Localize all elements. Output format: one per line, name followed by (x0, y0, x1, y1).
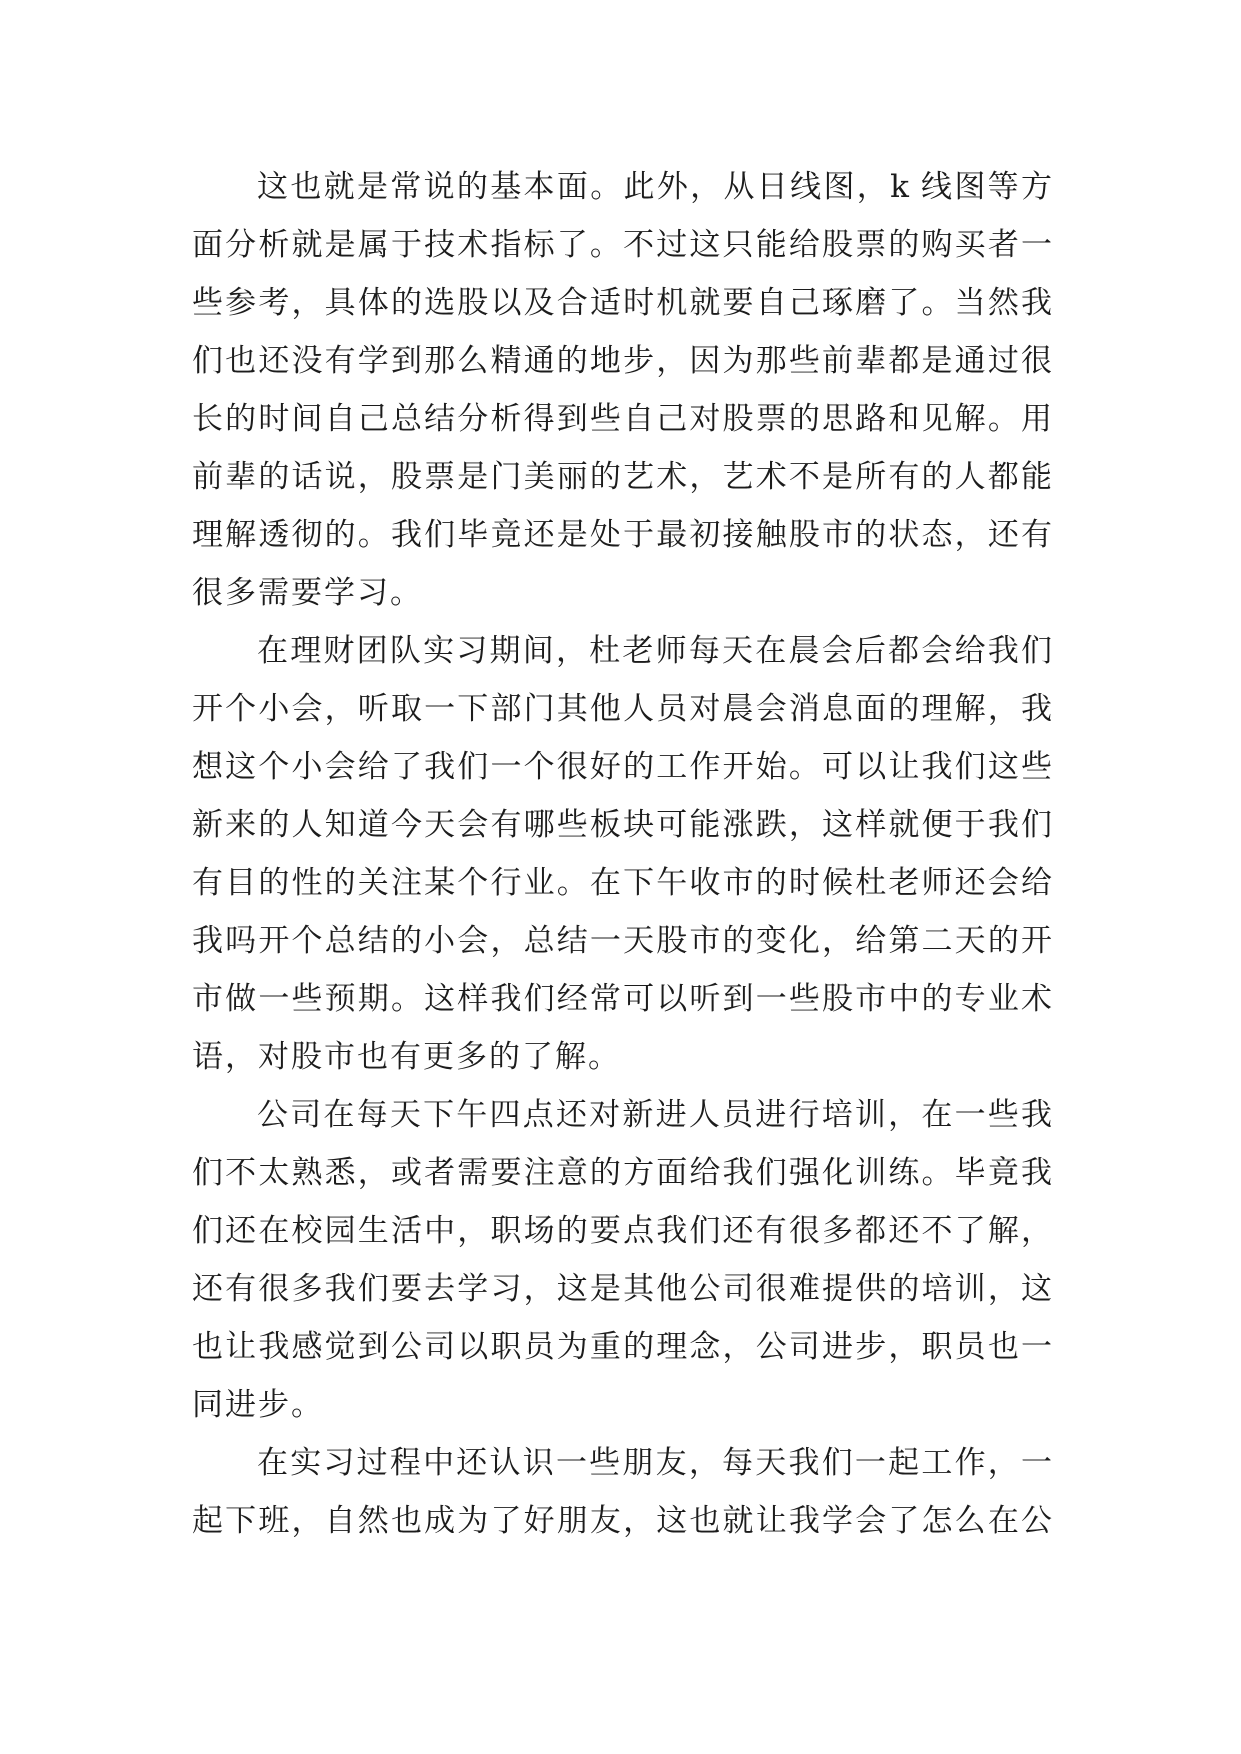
paragraph-2 (192, 622, 1052, 1086)
text-line: 还有很多我们要去学习，这是其他公司很难提供的培训，这 (192, 1271, 1052, 1307)
paragraph-4 (192, 1434, 1052, 1550)
text-line: 想这个小会给了我们一个很好的工作开始。可以让我们这些 (192, 749, 1052, 785)
text-line: 这也就是常说的基本面。此外，从日线图，k 线图等方 (257, 169, 1052, 205)
text-line: 开个小会，听取一下部门其他人员对晨会消息面的理解，我 (192, 691, 1052, 727)
text-line: 们还在校园生活中，职场的要点我们还有很多都还不了解， (192, 1213, 1052, 1249)
text-line: 长的时间自己总结分析得到些自己对股票的思路和见解。用 (192, 401, 1052, 437)
text-line: 有目的性的关注某个行业。在下午收市的时候杜老师还会给 (192, 865, 1052, 901)
text-line: 我吗开个总结的小会，总结一天股市的变化，给第二天的开 (192, 923, 1052, 959)
text-line: 在实习过程中还认识一些朋友，每天我们一起工作，一 (257, 1445, 1052, 1481)
text-line: 些参考，具体的选股以及合适时机就要自己琢磨了。当然我 (192, 285, 1052, 321)
text-line: 新来的人知道今天会有哪些板块可能涨跌，这样就便于我们 (192, 807, 1052, 843)
text-line: 面分析就是属于技术指标了。不过这只能给股票的购买者一 (192, 227, 1052, 263)
text-line: 们不太熟悉，或者需要注意的方面给我们强化训练。毕竟我 (192, 1155, 1052, 1191)
paragraph-1 (192, 158, 1052, 622)
text-line: 们也还没有学到那么精通的地步，因为那些前辈都是通过很 (192, 343, 1052, 379)
text-line: 语，对股市也有更多的了解。 (192, 1039, 621, 1075)
paragraph-3 (192, 1086, 1052, 1434)
text-line: 同进步。 (192, 1387, 324, 1423)
text-line: 在理财团队实习期间，杜老师每天在晨会后都会给我们 (257, 633, 1052, 669)
text-line: 起下班，自然也成为了好朋友，这也就让我学会了怎么在公 (192, 1503, 1052, 1539)
body-text (192, 158, 1052, 1550)
text-line: 也让我感觉到公司以职员为重的理念，公司进步，职员也一 (192, 1329, 1052, 1365)
text-line: 很多需要学习。 (192, 575, 423, 611)
text-line: 公司在每天下午四点还对新进人员进行培训，在一些我 (257, 1097, 1052, 1133)
text-line: 前辈的话说，股票是门美丽的艺术，艺术不是所有的人都能 (192, 459, 1052, 495)
text-line: 理解透彻的。我们毕竟还是处于最初接触股市的状态，还有 (192, 517, 1052, 553)
text-line: 市做一些预期。这样我们经常可以听到一些股市中的专业术 (192, 981, 1052, 1017)
